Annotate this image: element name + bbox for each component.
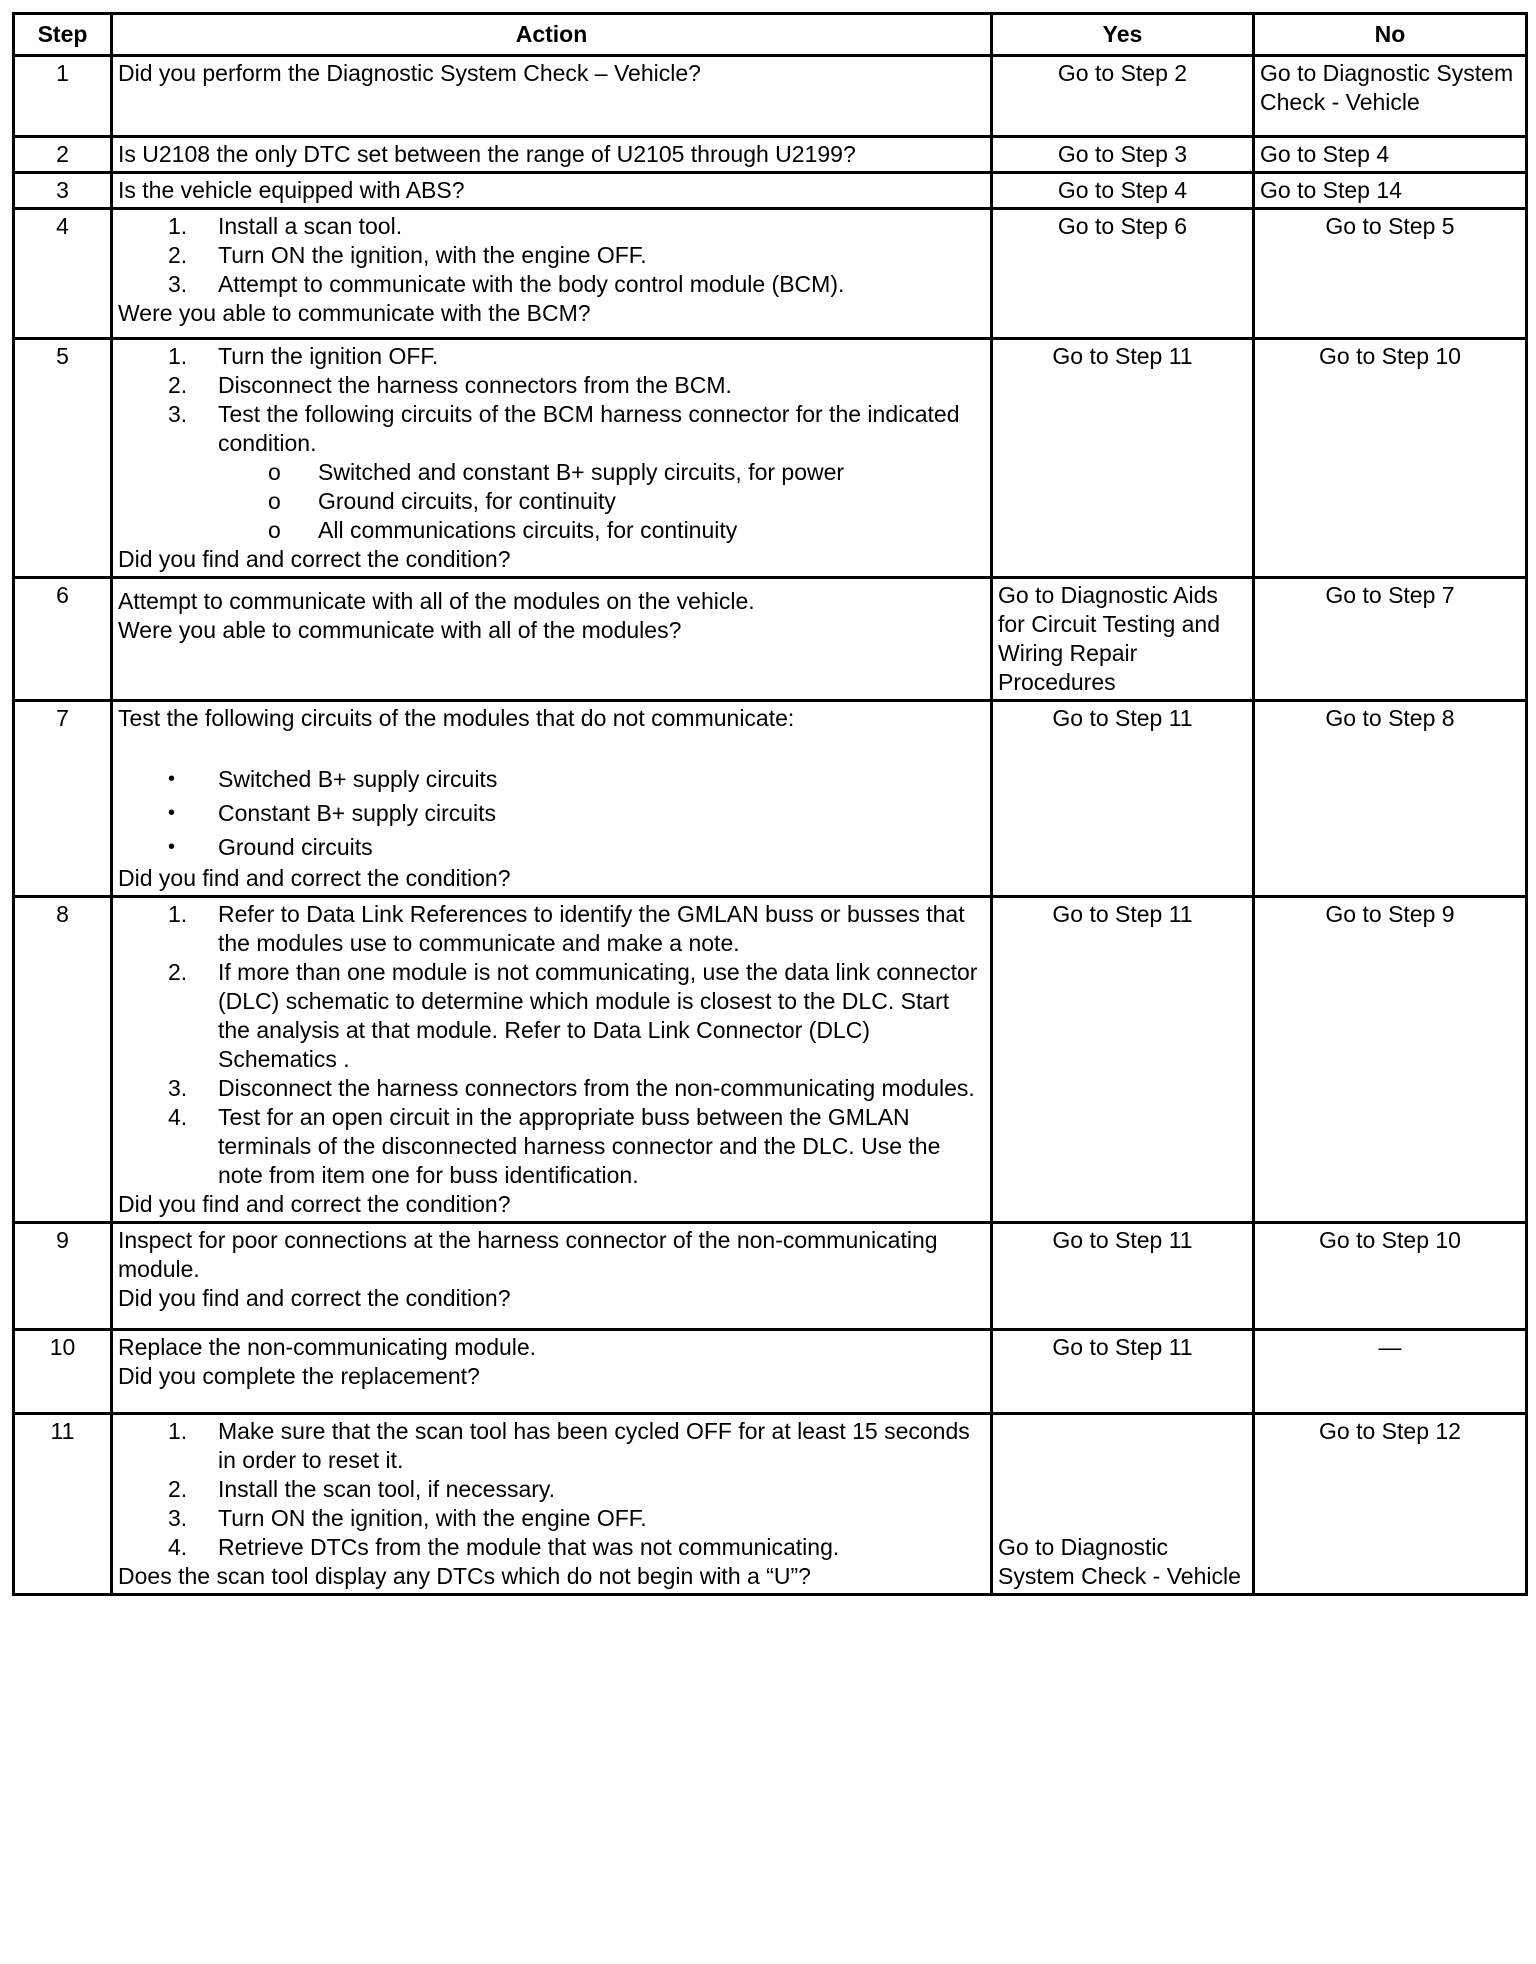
list-item: 3. Disconnect the harness connectors from the non-communicating modules. <box>168 1075 975 1101</box>
table-row <box>15 57 1528 138</box>
no-outcome: Go to Step 8 <box>1255 702 1528 898</box>
step-number: 9 <box>15 1224 113 1331</box>
bullet-list <box>118 762 985 864</box>
yes-outcome: Go to Step 6 <box>993 210 1255 340</box>
list-item: 1. Refer to Data Link References to identify the GMLAN buss or busses that the modules use to communicate and make a note. <box>168 901 965 956</box>
header-row <box>15 15 1528 57</box>
action-question: Is the vehicle equipped with ABS? <box>113 174 993 210</box>
action-question: Did you find and correct the condition? <box>118 1191 511 1217</box>
action-question: Is U2108 the only DTC set between the range of U2105 through U2199? <box>113 138 993 174</box>
no-outcome: Go to Step 10 <box>1255 340 1528 579</box>
yes-outcome: Go to Step 2 <box>993 57 1255 138</box>
list-item: 3. Turn ON the ignition, with the engine OFF. <box>168 1505 647 1531</box>
list-item: 1. Install a scan tool. <box>168 213 403 239</box>
table-row <box>15 1224 1528 1331</box>
step-number: 6 <box>15 579 113 702</box>
yes-outcome: Go to Step 11 <box>993 1224 1255 1331</box>
yes-outcome: Go to Step 11 <box>993 898 1255 1224</box>
action-cell <box>113 340 993 579</box>
header-step: Step <box>15 15 113 57</box>
step-number: 4 <box>15 210 113 340</box>
sub-list-item: o All communications circuits, for continuity <box>268 517 738 543</box>
yes-outcome: Go to Diagnostic Aids for Circuit Testing and Wiring Repair Procedures <box>993 579 1255 702</box>
step-number: 7 <box>15 702 113 898</box>
diagnostic-table <box>12 12 1528 1596</box>
list-item: 2. Disconnect the harness connectors from the BCM. <box>168 372 732 398</box>
header-yes: Yes <box>993 15 1255 57</box>
action-intro: Replace the non-communicating module. <box>118 1334 537 1360</box>
step-number: 3 <box>15 174 113 210</box>
no-outcome: Go to Step 7 <box>1255 579 1528 702</box>
table-row <box>15 579 1528 702</box>
list-item: 4. Test for an open circuit in the appropriate buss between the GMLAN terminals of the disconnected harness connector and the DLC. Use the note from item one for buss identification. <box>168 1104 941 1188</box>
sub-list-item: o Switched and constant B+ supply circuits, for power <box>268 459 845 485</box>
action-intro: Test the following circuits of the modules that do not communicate: <box>118 705 795 731</box>
no-outcome: Go to Diagnostic System Check - Vehicle <box>1255 57 1528 138</box>
action-question: Did you complete the replacement? <box>118 1363 480 1389</box>
table-row <box>15 174 1528 210</box>
action-cell <box>113 210 993 340</box>
no-outcome: Go to Step 5 <box>1255 210 1528 340</box>
table-row <box>15 1415 1528 1596</box>
no-outcome: Go to Step 14 <box>1255 174 1528 210</box>
action-question: Did you find and correct the condition? <box>118 865 511 891</box>
step-number: 1 <box>15 57 113 138</box>
list-item: 3. Attempt to communicate with the body control module (BCM). <box>168 271 845 297</box>
table-row <box>15 702 1528 898</box>
header-action: Action <box>113 15 993 57</box>
sub-list <box>118 458 985 545</box>
action-intro: Attempt to communicate with all of the modules on the vehicle. <box>118 588 755 614</box>
table-row <box>15 138 1528 174</box>
list-item: 3. Test the following circuits of the BCM harness connector for the indicated condition. <box>168 401 960 456</box>
action-question: Did you find and correct the condition? <box>118 546 511 572</box>
list-item: 2. Turn ON the ignition, with the engine OFF. <box>168 242 647 268</box>
list-item: 2. Install the scan tool, if necessary. <box>168 1476 556 1502</box>
action-cell <box>113 702 993 898</box>
table-row <box>15 340 1528 579</box>
action-cell <box>113 579 993 702</box>
no-outcome: Go to Step 4 <box>1255 138 1528 174</box>
list-item: • Switched B+ supply circuits <box>168 766 498 792</box>
list-item: 1. Make sure that the scan tool has been cycled OFF for at least 15 seconds in order to reset it. <box>168 1418 970 1473</box>
step-number: 5 <box>15 340 113 579</box>
yes-outcome: Go to Step 3 <box>993 138 1255 174</box>
table-row <box>15 210 1528 340</box>
sub-list-item: o Ground circuits, for continuity <box>268 488 616 514</box>
list-item: • Constant B+ supply circuits <box>168 800 497 826</box>
yes-outcome: Go to Step 4 <box>993 174 1255 210</box>
action-question: Did you find and correct the condition? <box>118 1285 511 1311</box>
no-outcome: — <box>1255 1331 1528 1415</box>
list-item: 2. If more than one module is not communicating, use the data link connector (DLC) schematic to determine which module is closest to the DLC. Start the analysis at that module. Refer to Data Link Connector (DLC) Schematics . <box>168 959 978 1072</box>
yes-outcome: Go to Diagnostic System Check - Vehicle <box>993 1415 1255 1596</box>
action-cell <box>113 1331 993 1415</box>
yes-outcome: Go to Step 11 <box>993 340 1255 579</box>
yes-outcome: Go to Step 11 <box>993 1331 1255 1415</box>
step-number: 10 <box>15 1331 113 1415</box>
step-number: 8 <box>15 898 113 1224</box>
no-outcome: Go to Step 9 <box>1255 898 1528 1224</box>
list-item: 4. Retrieve DTCs from the module that was not communicating. <box>168 1534 840 1560</box>
list-item: 1. Turn the ignition OFF. <box>168 343 439 369</box>
table-row <box>15 898 1528 1224</box>
action-question: Does the scan tool display any DTCs which do not begin with a “U”? <box>118 1563 811 1589</box>
no-outcome: Go to Step 12 <box>1255 1415 1528 1596</box>
action-cell <box>113 1415 993 1596</box>
table-row <box>15 1331 1528 1415</box>
step-number: 11 <box>15 1415 113 1596</box>
action-cell <box>113 898 993 1224</box>
action-question: Were you able to communicate with the BCM? <box>118 300 591 326</box>
yes-outcome: Go to Step 11 <box>993 702 1255 898</box>
action-cell <box>113 1224 993 1331</box>
numbered-list <box>118 1417 985 1562</box>
action-question: Were you able to communicate with all of the modules? <box>118 617 682 643</box>
numbered-list <box>118 342 985 458</box>
step-number: 2 <box>15 138 113 174</box>
action-intro: Inspect for poor connections at the harness connector of the non-communicating module. <box>118 1227 938 1282</box>
action-question: Did you perform the Diagnostic System Check – Vehicle? <box>113 57 993 138</box>
numbered-list <box>118 212 985 299</box>
list-item: • Ground circuits <box>168 834 373 860</box>
numbered-list <box>118 900 985 1190</box>
no-outcome: Go to Step 10 <box>1255 1224 1528 1331</box>
header-no: No <box>1255 15 1528 57</box>
